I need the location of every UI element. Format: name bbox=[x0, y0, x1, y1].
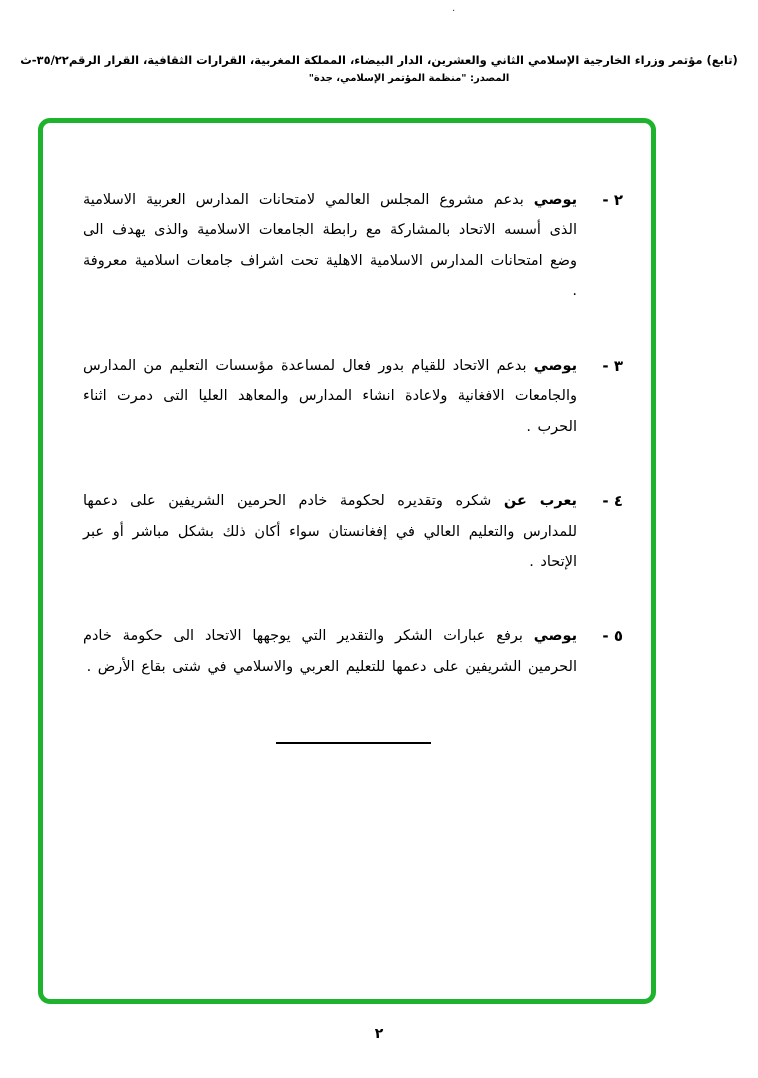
content-border-box bbox=[38, 118, 656, 1004]
section-divider bbox=[276, 742, 431, 744]
item-number: ٤ - bbox=[602, 492, 623, 511]
resolution-item-5 bbox=[83, 621, 623, 682]
item-lead-word: يوصي bbox=[533, 357, 578, 374]
item-lead-word: يعرب عن bbox=[503, 493, 578, 510]
item-text bbox=[83, 351, 577, 442]
header-source-line: المصدر: "منظمة المؤتمر الإسلامي، جدة" bbox=[308, 73, 510, 85]
document-header bbox=[16, 52, 742, 84]
item-body: بدعم مشروع المجلس العالمي لامتحانات المدارس العربية الاسلامية الذى أسسه الاتحاد بالمشاركة مع رابطة الجامعات الاسلامية والذى يهدف الى وضع امتحانات المدارس الاسلامية الاهلية تحت اشراف جامعات اسلامية معروفة . bbox=[83, 192, 577, 300]
item-number: ٢ - bbox=[602, 191, 623, 209]
item-lead-word: يوصي bbox=[533, 192, 578, 208]
item-text bbox=[83, 185, 577, 307]
item-text bbox=[83, 621, 577, 682]
item-number: ٥ - bbox=[602, 627, 623, 646]
resolution-item-3 bbox=[83, 351, 623, 442]
header-title-line: (تابع) مؤتمر وزراء الخارجية الإسلامي الثاني والعشرين، الدار البيضاء، المملكة المغربية، القرارات الثقافية، القرار الرقم٣٥/٢٢-ث bbox=[20, 53, 738, 67]
item-body: بدعم الاتحاد للقيام بدور فعال لمساعدة مؤسسات التعليم من المدارس والجامعات الافغانية ولاعادة انشاء المدارس والمعاهد العليا التى دمرت اثناء الحرب . bbox=[83, 357, 577, 435]
scan-artifact-dot: · bbox=[452, 6, 456, 17]
page-number: ٢ bbox=[374, 1026, 384, 1042]
item-number: ٣ - bbox=[602, 356, 623, 375]
item-body: برفع عبارات الشكر والتقدير التي يوجهها الاتحاد الى حكومة خادم الحرمين الشريفين على دعمها للتعليم العربي والاسلامي في شتى بقاع الأرض . bbox=[83, 628, 577, 675]
resolution-item-4 bbox=[83, 486, 623, 577]
item-lead-word: يوصي bbox=[533, 628, 578, 645]
resolution-item-2 bbox=[83, 185, 623, 307]
item-body: شكره وتقديره لحكومة خادم الحرمين الشريفين على دعمها للمدارس والتعليم العالي في إفغانستان سواء أكان ذلك بشكل مباشر أو عبر الإتحاد . bbox=[83, 493, 577, 570]
resolutions-list bbox=[83, 185, 623, 744]
item-text bbox=[83, 486, 577, 577]
